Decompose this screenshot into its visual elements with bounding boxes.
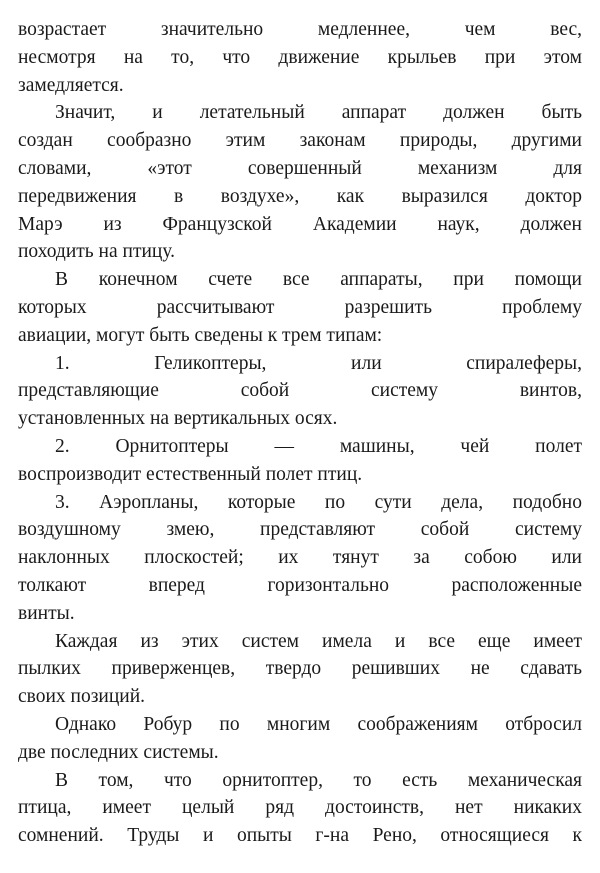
paragraph-3 [18,266,582,349]
text-line: создан сообразно этим законам природы, другими [18,130,582,152]
text-line: винты. [18,602,75,624]
text-line: 1. Геликоптеры, или спиралеферы, [55,352,582,374]
text-line: Значит, и летательный аппарат должен быть [55,102,582,124]
text-line: передвижения в воздухе», как выразился доктор [18,185,582,207]
list-item-ornithopters [18,433,582,489]
text-line: замедляется. [18,74,124,96]
text-line: сомнений. Труды и опыты г-на Рено, относящиеся к [18,825,582,847]
text-line: возрастает значительно медленнее, чем вес, [18,19,582,40]
text-line: походить на птицу. [18,241,176,263]
text-line: 2. Орнитоптеры — машины, чей полет [55,435,582,457]
text-line: Однако Робур по многим соображениям отбросил [55,713,582,735]
paragraph-7 [18,628,582,711]
text-line: Каждая из этих систем имела и все еще имеет [55,630,582,652]
text-line: пылких приверженцев, твердо решивших не сдавать [18,658,582,680]
paragraph-1 [18,16,582,99]
text-line: установленных на вертикальных осях. [18,408,338,430]
book-page [18,16,582,850]
paragraph-2 [18,99,582,266]
text-line: воспроизводит естественный полет птиц. [18,463,363,485]
text-line: 3. Аэропланы, которые по сути дела, подобно [55,491,582,513]
text-line: несмотря на то, что движение крыльев при этом [18,46,582,68]
list-item-aeroplanes [18,489,582,628]
text-line: толкают вперед горизонтально расположенные [18,574,582,596]
text-line: Марэ из Французской Академии наук, должен [18,213,582,235]
text-line: представляющие собой систему винтов, [18,380,582,402]
paragraph-8 [18,711,582,767]
text-line: своих позиций. [18,686,146,708]
text-line: птица, имеет целый ряд достоинств, нет никаких [18,797,582,819]
text-line: В конечном счете все аппараты, при помощи [55,269,582,291]
list-item-helicopters [18,350,582,433]
paragraph-9 [18,767,582,850]
text-line: авиации, могут быть сведены к трем типам: [18,324,383,346]
text-line: воздушному змею, представляют собой систему [18,519,582,541]
text-line: наклонных плоскостей; их тянут за собою или [18,547,582,569]
text-line: которых рассчитывают разрешить проблему [18,296,582,318]
text-line: словами, «этот совершенный механизм для [18,157,582,179]
text-line: В том, что орнитоптер, то есть механическая [55,769,582,791]
text-line: две последних системы. [18,741,219,763]
